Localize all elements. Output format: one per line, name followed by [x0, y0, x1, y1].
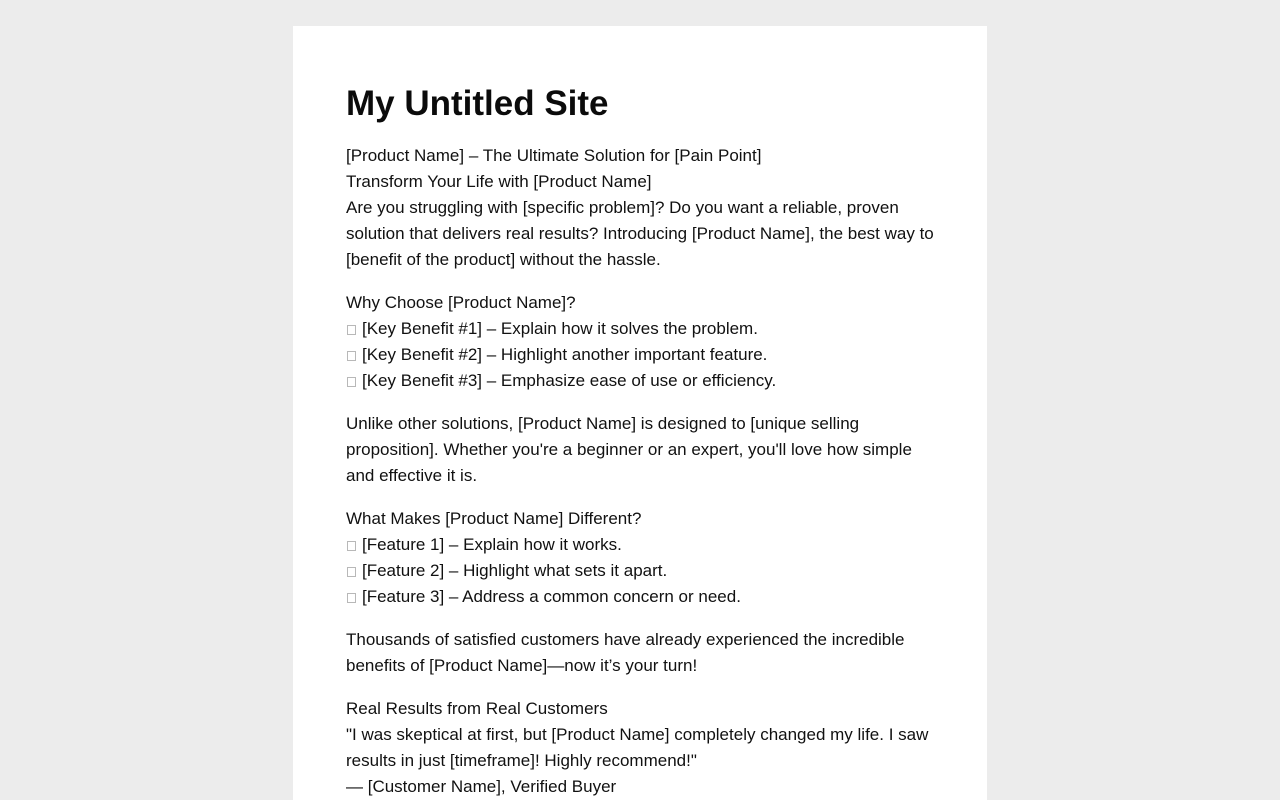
- intro-section: [346, 143, 936, 273]
- list-item: [346, 532, 936, 558]
- page-content: [346, 82, 936, 800]
- missing-glyph-box-icon: [347, 541, 356, 551]
- intro-headline: [Product Name] – The Ultimate Solution for [Pain Point]: [346, 146, 762, 165]
- list-item: [346, 368, 936, 394]
- results-section: [346, 696, 936, 800]
- different-heading: What Makes [Product Name] Different?: [346, 509, 642, 528]
- missing-glyph-box-icon: [347, 351, 356, 361]
- testimonial-attribution: — [Customer Name], Verified Buyer: [346, 777, 617, 796]
- results-heading: Real Results from Real Customers: [346, 699, 608, 718]
- list-item-text: [Feature 2] – Highlight what sets it apart.: [362, 561, 668, 580]
- list-item-text: [Key Benefit #1] – Explain how it solves the problem.: [362, 319, 758, 338]
- intro-subheadline: Transform Your Life with [Product Name]: [346, 172, 652, 191]
- unlike-section: [346, 411, 936, 489]
- unlike-paragraph: Unlike other solutions, [Product Name] is designed to [unique selling proposition]. Whether you're a beginner or an expert, you'll love how simple and effective it is.: [346, 414, 912, 485]
- intro-paragraph: Are you struggling with [specific problem]? Do you want a reliable, proven solution that delivers real results? Introducing [Product Name], the best way to [benefit of the product] without the hassle.: [346, 198, 934, 269]
- missing-glyph-box-icon: [347, 593, 356, 603]
- list-item-text: [Feature 3] – Address a common concern or need.: [362, 587, 741, 606]
- list-item: [346, 342, 936, 368]
- missing-glyph-box-icon: [347, 567, 356, 577]
- missing-glyph-box-icon: [347, 325, 356, 335]
- list-item-text: [Key Benefit #2] – Highlight another important feature.: [362, 345, 768, 364]
- page-title: My Untitled Site: [346, 84, 609, 123]
- satisfied-paragraph: Thousands of satisfied customers have already experienced the incredible benefits of [Product Name]—now it’s your turn!: [346, 630, 905, 675]
- different-section: [346, 506, 936, 610]
- testimonial-quote: "I was skeptical at first, but [Product Name] completely changed my life. I saw results in just [timeframe]! Highly recommend!": [346, 725, 929, 770]
- why-section: [346, 290, 936, 394]
- list-item-text: [Key Benefit #3] – Emphasize ease of use or efficiency.: [362, 371, 777, 390]
- list-item: [346, 316, 936, 342]
- list-item: [346, 558, 936, 584]
- why-heading: Why Choose [Product Name]?: [346, 293, 576, 312]
- page-card: [293, 26, 987, 800]
- missing-glyph-box-icon: [347, 377, 356, 387]
- satisfied-section: [346, 627, 936, 679]
- list-item: [346, 584, 936, 610]
- list-item-text: [Feature 1] – Explain how it works.: [362, 535, 622, 554]
